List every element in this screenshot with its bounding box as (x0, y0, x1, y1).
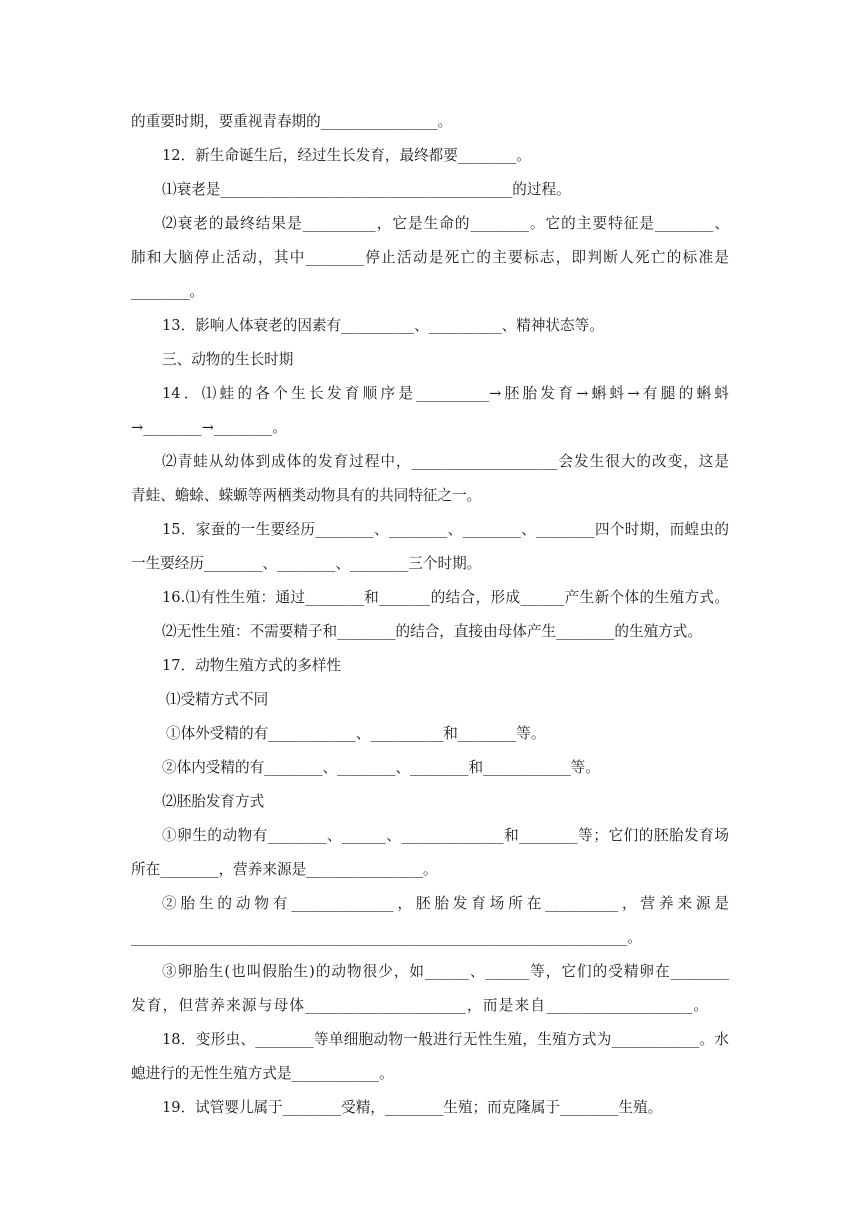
question-16-part-2: ⑵无性生殖：不需要精子和________的结合，直接由母体产生________的生殖方式。 (162, 623, 702, 640)
text-line: ________。 (131, 283, 204, 300)
text-line: 青蛙、蟾蜍、蝾螈等两栖类动物具有的共同特征之一。 (131, 487, 482, 504)
question-12-part-1: ⑴衰老是________________________________________的过程。 (162, 181, 571, 198)
question-17-part-2: ⑵胚胎发育方式 (162, 793, 265, 810)
text-line: 发育，但营养来源与母体______________________，而是来自____________________。 (131, 997, 708, 1014)
text-line: ①卵生的动物有________、______、______________和________等；它们的胚胎发育场 (162, 827, 729, 844)
question-12: 12．新生命诞生后，经过生长发育，最终都要________。 (162, 147, 531, 164)
text-line: 一生要经历________、________、________三个时期。 (131, 555, 482, 572)
question-17-part-1: ⑴受精方式不同 (166, 691, 269, 708)
text-line: ②体内受精的有________、________、________和____________等。 (162, 759, 600, 776)
question-15: 15．家蚕的一生要经历________、________、________、________四个时期，而蝗虫的 (162, 521, 729, 538)
section-heading: 三、动物的生长时期 (162, 351, 294, 368)
text-line: 螅进行的无性生殖方式是____________。 (131, 1065, 394, 1082)
text-line: 的重要时期，要重视青春期的________________。 (131, 113, 453, 130)
question-13: 13．影响人体衰老的因素有__________、__________、精神状态等。 (162, 317, 604, 334)
text-line: 所在________，营养来源是________________。 (131, 861, 438, 878)
question-17: 17．动物生殖方式的多样性 (162, 657, 342, 674)
question-14-part-2: ⑵青蛙从幼体到成体的发育过程中，____________________会发生很大的改变，这是 (162, 453, 729, 470)
question-18: 18．变形虫、________等单细胞动物一般进行无性生殖，生殖方式为____________。水 (162, 1031, 729, 1048)
question-16: 16.⑴有性生殖：通过________和_______的结合，形成______产生新个体的生殖方式。 (162, 589, 729, 606)
text-line: ③卵胎生(也叫假胎生)的动物很少，如______、______等，它们的受精卵在________ (162, 963, 729, 980)
text-line: →________→________。 (131, 419, 287, 436)
question-14: 14．⑴蛙的各个生长发育顺序是__________→胚胎发育→蝌蚪→有腿的蝌蚪 (162, 385, 729, 402)
question-12-part-2: ⑵衰老的最终结果是__________，它是生命的________。它的主要特征是________、 (162, 215, 729, 232)
text-line: ①体外受精的有____________、__________和________等。 (166, 725, 546, 742)
question-19: 19．试管婴儿属于________受精，________生殖；而克隆属于________生殖。 (162, 1099, 663, 1116)
text-line: 肺和大脑停止活动，其中________停止活动是死亡的主要标志，即判断人死亡的标准是 (131, 249, 729, 266)
text-line: ____________________________________________________________________。 (131, 929, 642, 946)
text-line: ②胎生的动物有______________，胚胎发育场所在__________，营养来源是 (162, 895, 729, 912)
